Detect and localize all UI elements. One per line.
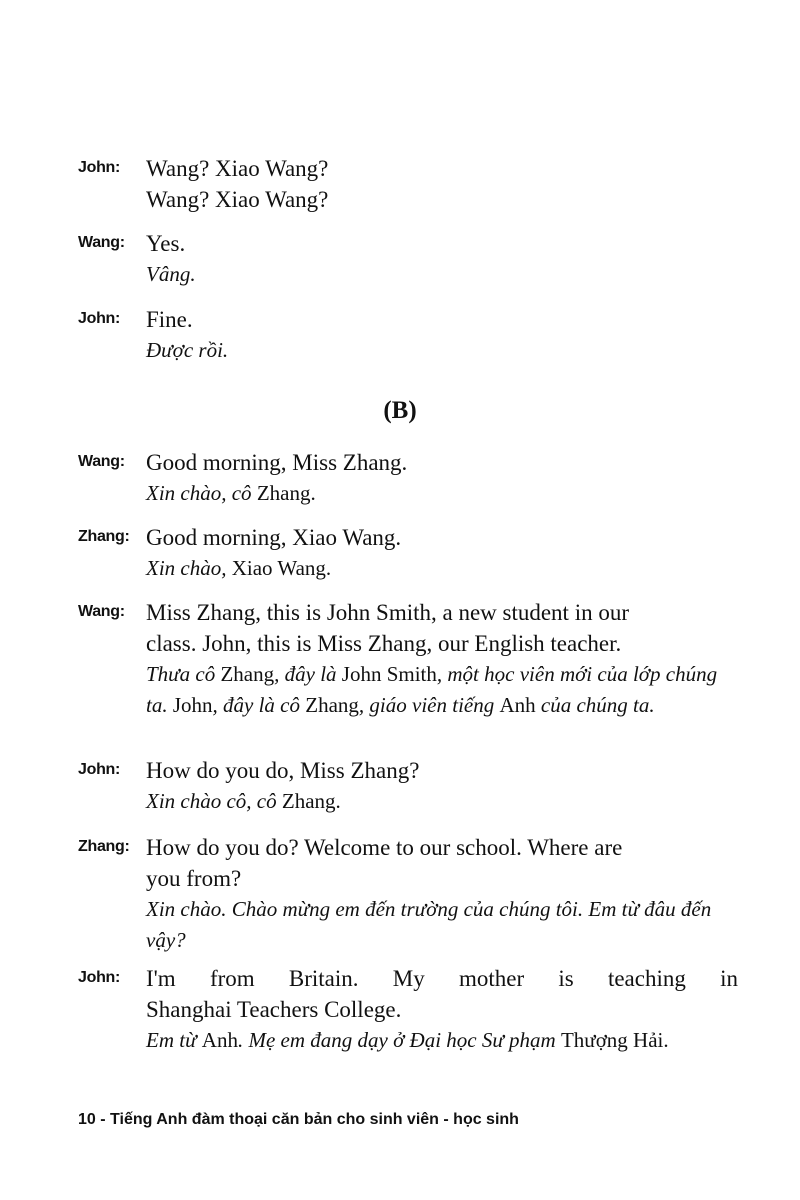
english-line: How do you do? Welcome to our school. Where are [146, 835, 623, 860]
vietnamese-translation [146, 659, 738, 721]
vietnamese-line: Được rồi. [146, 338, 229, 362]
translation-fragment: Zhang. [256, 481, 316, 505]
dialogue-turn [78, 522, 738, 584]
dialogue-turn [78, 228, 738, 290]
translation-fragment: John [172, 693, 213, 717]
english-line: Wang? Xiao Wang? [146, 156, 329, 181]
dialogue-turn [78, 597, 738, 721]
translation-fragment: Thượng Hải. [560, 1028, 669, 1052]
english-line: Good morning, Xiao Wang. [146, 525, 402, 550]
english-line: class. John, this is Miss Zhang, our English teacher. [146, 631, 622, 656]
translation-fragment: , một học viên mới của lớp chúng ta. [146, 662, 718, 717]
speaker-label: Wang: [78, 234, 125, 251]
translation-fragment: Xin chào, cô [146, 481, 257, 505]
translation-fragment: , đây là cô [212, 693, 306, 717]
translation-fragment: John Smith [341, 662, 437, 686]
vietnamese-line: Vâng. [146, 262, 196, 286]
english-line: Miss Zhang, this is John Smith, a new student in our [146, 600, 629, 625]
english-line: Yes. [146, 231, 186, 256]
english-line: I'm from Britain. My mother is teaching in [146, 966, 738, 991]
speaker-label: John: [78, 159, 121, 176]
section-heading: (B) [383, 397, 417, 424]
vietnamese-translation [146, 1025, 738, 1056]
translation-fragment: Xin chào cô, cô [146, 789, 282, 813]
translation-fragment: , giáo viên tiếng [358, 693, 500, 717]
speaker-label: Zhang: [78, 528, 130, 545]
dialogue-turn [78, 304, 738, 366]
translation-fragment: Zhang. [281, 789, 341, 813]
translation-fragment: Zhang [220, 662, 275, 686]
translation-fragment: của chúng ta. [535, 693, 655, 717]
translation-fragment: Thưa cô [146, 662, 221, 686]
vietnamese-translation [146, 478, 738, 509]
translation-fragment: Anh [499, 693, 536, 717]
dialogue-turn [78, 447, 738, 509]
english-line: How do you do, Miss Zhang? [146, 758, 420, 783]
dialogue-turn [78, 153, 738, 215]
vietnamese-translation [146, 894, 738, 956]
english-line: Shanghai Teachers College. [146, 997, 402, 1022]
speaker-label: John: [78, 969, 121, 986]
translation-fragment: . Mẹ em đang dạy ở Đại học Sư phạm [237, 1028, 561, 1052]
translation-fragment: Anh [201, 1028, 238, 1052]
translation-fragment: Zhang [305, 693, 359, 717]
speaker-label: John: [78, 761, 121, 778]
dialogue-turn [78, 963, 738, 1056]
english-line: Good morning, Miss Zhang. [146, 450, 408, 475]
speaker-label: John: [78, 310, 121, 327]
speaker-label: Wang: [78, 603, 125, 620]
vietnamese-translation [146, 553, 738, 584]
english-line: Wang? Xiao Wang? [146, 187, 329, 212]
english-line: you from? [146, 866, 242, 891]
dialogue-turn [78, 832, 738, 956]
translation-fragment: Xin chào. Chào mừng em đến trường của chúng tôi. Em từ đâu đến vậy? [146, 897, 712, 952]
english-line: Fine. [146, 307, 193, 332]
translation-fragment: , đây là [274, 662, 342, 686]
translation-fragment: Xin chào, [146, 556, 232, 580]
speaker-label: Wang: [78, 453, 125, 470]
translation-fragment: Xiao Wang. [231, 556, 332, 580]
dialogue-turn [78, 755, 738, 817]
vietnamese-translation [146, 786, 738, 817]
translation-fragment: Em từ [146, 1028, 202, 1052]
speaker-label: Zhang: [78, 838, 130, 855]
page-footer: 10 - Tiếng Anh đàm thoại căn bản cho sinh viên - học sinh [78, 1111, 519, 1128]
